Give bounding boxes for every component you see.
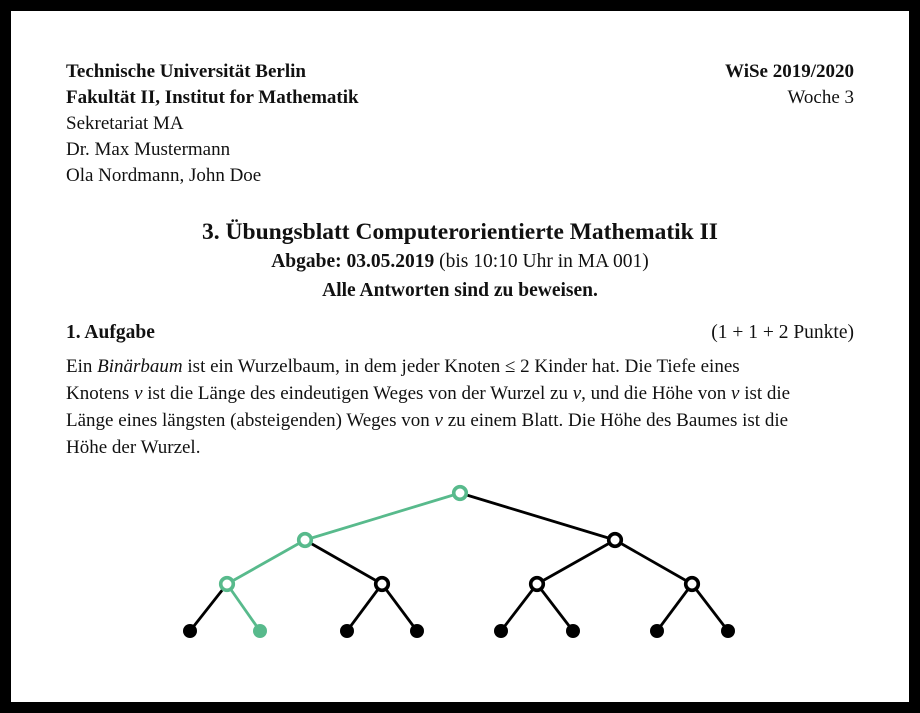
tree-node-LLR	[253, 624, 267, 638]
tree-edge-L-LL	[227, 540, 305, 584]
text-run: Höhe der Wurzel.	[66, 437, 201, 458]
lecturer-name: Dr. Max Mustermann	[66, 139, 231, 160]
paragraph-line	[66, 434, 879, 461]
text-run: Länge eines längsten (absteigenden) Weges von	[66, 410, 435, 431]
tree-edge-R-RL	[537, 540, 615, 584]
paragraph-line	[66, 407, 879, 434]
paragraph-line	[66, 353, 879, 380]
tree-node-LLL	[183, 624, 197, 638]
task-points: (1 + 1 + 2 Punkte)	[711, 322, 854, 343]
tree-edge-LL-LLR	[227, 584, 260, 631]
text-run: ist die Länge des eindeutigen Weges von der Wurzel zu	[142, 383, 573, 404]
task-paragraph	[66, 353, 879, 461]
tree-edge-R-RR	[615, 540, 692, 584]
text-run-italic: v	[731, 383, 740, 404]
tree-edge-RL-RLR	[537, 584, 573, 631]
tree-node-RLL	[494, 624, 508, 638]
text-run: ist ein Wurzelbaum, in dem jeder Knoten ≤ 2 Kinder hat. Die Tiefe eines	[182, 356, 740, 377]
tree-node-RRL	[650, 624, 664, 638]
faculty-name: Fakultät II, Institut for Mathematik	[66, 87, 359, 108]
sheet-title: 3. Übungsblatt Computerorientierte Mathematik II	[202, 219, 718, 245]
tree-node-RR	[686, 578, 699, 591]
title-block	[11, 217, 909, 305]
tree-node-RL	[531, 578, 544, 591]
deadline-date: Abgabe: 03.05.2019	[271, 251, 435, 272]
tree-edge-LR-LRL	[347, 584, 382, 631]
secretariat: Sekretariat MA	[66, 113, 184, 134]
tree-node-LL	[221, 578, 234, 591]
tree-node-RLR	[566, 624, 580, 638]
header	[66, 59, 854, 189]
tree-node-root	[454, 487, 467, 500]
tree-edge-L-LR	[305, 540, 382, 584]
text-run: , und die Höhe von	[581, 383, 731, 404]
tree-edge-RR-RRL	[657, 584, 692, 631]
task-heading-row	[66, 319, 854, 347]
tree-node-RRR	[721, 624, 735, 638]
text-run: Ein	[66, 356, 98, 377]
semester-label: WiSe 2019/2020	[725, 61, 854, 82]
tree-edge-root-R	[460, 493, 615, 540]
deadline-details: (bis 10:10 Uhr in MA 001)	[434, 251, 649, 272]
tree-node-LRR	[410, 624, 424, 638]
text-run: Knotens	[66, 383, 135, 404]
tree-edge-RR-RRR	[692, 584, 728, 631]
tree-node-LR	[376, 578, 389, 591]
tree-node-R	[609, 534, 622, 547]
institution-name: Technische Universität Berlin	[66, 61, 306, 82]
assistants-names: Ola Nordmann, John Doe	[66, 165, 262, 186]
text-run-italic: v	[134, 383, 143, 404]
text-run-italic: v	[572, 383, 582, 404]
binary-tree-figure	[11, 470, 909, 655]
text-run-italic: v	[434, 410, 443, 431]
week-label: Woche 3	[787, 87, 854, 108]
tree-edge-LR-LRR	[382, 584, 417, 631]
deadline-line	[11, 247, 909, 276]
text-run-italic: Binärbaum	[97, 356, 183, 377]
tree-edge-root-L	[305, 493, 460, 540]
task-label: 1. Aufgabe	[66, 322, 155, 343]
text-run: zu einem Blatt. Die Höhe des Baumes ist die	[442, 410, 789, 431]
paragraph-line	[66, 380, 879, 407]
tree-edge-LL-LLL	[190, 584, 227, 631]
tree-edge-RL-RLL	[501, 584, 537, 631]
text-run: ist die	[739, 383, 791, 404]
tree-node-LRL	[340, 624, 354, 638]
proof-note: Alle Antworten sind zu beweisen.	[322, 280, 598, 301]
header-term-block	[725, 59, 854, 111]
tree-node-L	[299, 534, 312, 547]
